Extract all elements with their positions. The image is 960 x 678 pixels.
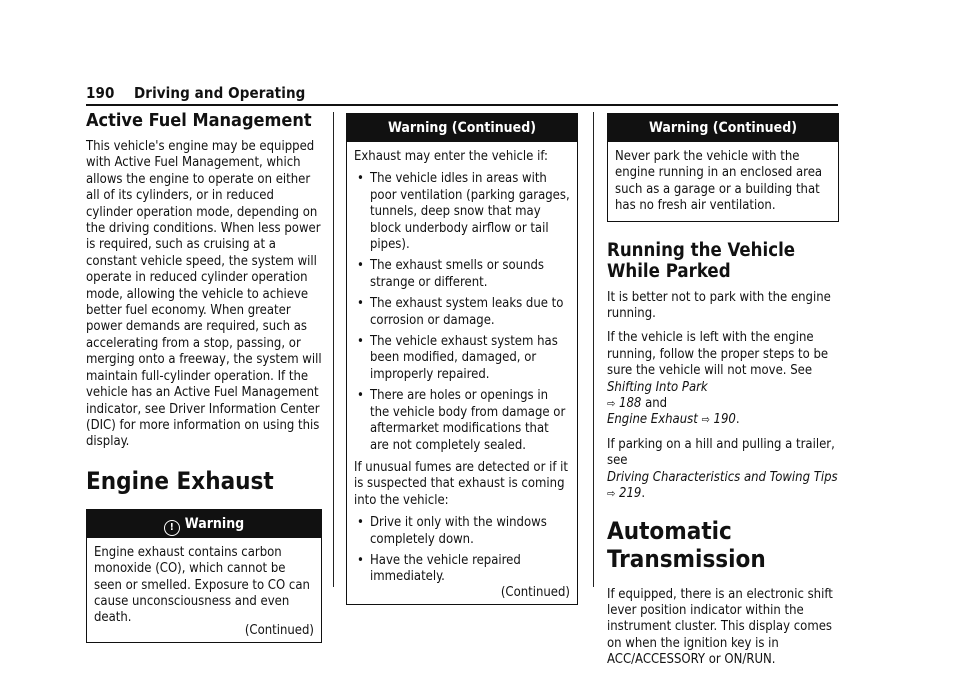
list-item: • The exhaust smells or sounds strange or different.: [357, 258, 545, 290]
link-page-219[interactable]: 219: [619, 486, 642, 502]
warning-title: Warning: [184, 515, 245, 532]
parked-paragraph-3: If parking on a hill and pulling a trailer, see Driving Characteristics and Towing Tips ⇨ 219.: [607, 436, 838, 502]
warning-box-continued: [607, 113, 839, 222]
list-item: • Drive it only with the windows completely down.: [357, 515, 547, 547]
link-driving-characteristics[interactable]: Driving Characteristics and Towing Tips: [607, 469, 838, 485]
warning-icon: !: [164, 520, 180, 536]
list-item: • The vehicle exhaust system has been modified, damaged, or improperly repaired.: [357, 334, 558, 382]
warning-header: [87, 510, 321, 538]
continued-label: (Continued): [500, 584, 570, 600]
page-ref-arrow-icon: ⇨: [607, 487, 616, 501]
page-ref-arrow-icon: ⇨: [701, 413, 710, 427]
heading-automatic-transmission: Automatic Transmission: [607, 516, 766, 573]
heading-active-fuel-management: Active Fuel Management: [86, 110, 312, 131]
warning-header: Warning (Continued): [608, 114, 838, 142]
warning-intro: Exhaust may enter the vehicle if:: [354, 149, 548, 164]
list-item: • There are holes or openings in the vehicle body from damage or aftermarket modifications that are not completely sealed.: [357, 388, 566, 453]
column-middle: [346, 113, 578, 605]
heading-running-while-parked: Running the Vehicle While Parked: [607, 239, 796, 282]
warning-text: Never park the vehicle with the engine running in an enclosed area such as a garage or a building that has no fresh air ventilation.: [615, 149, 823, 214]
list-item: • The vehicle idles in areas with poor ventilation (parking garages, tunnels, deep snow that may block underbody airflow or tail pipes).: [357, 171, 570, 253]
page-number: 190: [86, 84, 115, 102]
parked-paragraph-1: It is better not to park with the engine running.: [607, 289, 831, 322]
transmission-paragraph: If equipped, there is an electronic shift lever position indicator within the instrument cluster. This display comes on when the ignition key is in ACC/ACCESSORY or ON/RUN.: [607, 586, 833, 668]
warning-text: Engine exhaust contains carbon monoxide (CO), which cannot be seen or smelled. Exposure to CO can cause unconsciousness and even death.: [94, 544, 310, 626]
page-header: [86, 84, 838, 106]
heading-engine-exhaust: Engine Exhaust: [86, 466, 274, 495]
column-right: [607, 113, 839, 677]
warning-header: Warning (Continued): [347, 114, 577, 142]
column-left: [86, 110, 322, 643]
column-divider: [593, 112, 594, 587]
column-divider: [333, 112, 334, 587]
parked-paragraph-2: If the vehicle is left with the engine running, follow the proper steps to be sure the vehicle will not move. See Shifting Into Park ⇨ 188 and Engine Exhaust ⇨ 190.: [607, 330, 829, 428]
warning-box-continued: [346, 113, 578, 605]
section-title: Driving and Operating: [134, 84, 306, 102]
list-item: • Have the vehicle repaired immediately.: [357, 552, 521, 585]
exhaust-entry-list: [354, 171, 570, 454]
fumes-text: If unusual fumes are detected or if it is suspected that exhaust is coming into the vehicle:: [354, 459, 569, 508]
afm-paragraph: This vehicle's engine may be equipped with Active Fuel Management, which allows the engine to operate on either all of its cylinders, or in reduced cylinder operation mode, depending on the driving conditions. When less power is required, such as cruising at a constant vehicle speed, the system will operate in reduced cylinder operation mode, allowing the vehicle to achieve better fuel economy. When greater power demands are required, such as accelerating from a stop, passing, or merging onto a freeway, the system will maintain full-cylinder operation. If the vehicle has an Active Fuel Management indicator, see Driver Information Center (DIC) for more information on using this display.: [86, 139, 322, 450]
fumes-action-list: [354, 515, 570, 586]
list-item: • The exhaust system leaks due to corrosion or damage.: [357, 296, 564, 328]
link-engine-exhaust[interactable]: Engine Exhaust: [607, 412, 698, 428]
link-shifting-into-park[interactable]: Shifting Into Park: [607, 379, 708, 395]
link-page-190[interactable]: 190: [713, 412, 736, 428]
warning-box: [86, 509, 322, 643]
link-page-188[interactable]: 188: [619, 396, 642, 412]
page-ref-arrow-icon: ⇨: [607, 397, 616, 411]
continued-label: (Continued): [244, 622, 314, 638]
